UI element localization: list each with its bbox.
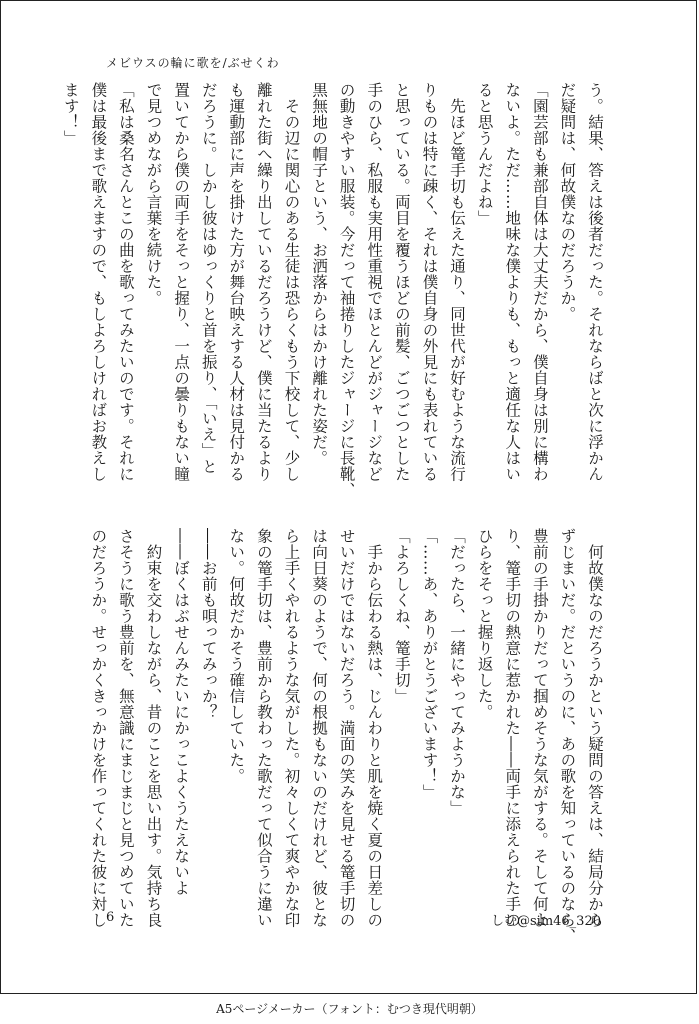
text-line: で見つめながら言葉を続けた。 <box>144 82 163 306</box>
text-line: 僕は最後まで歌えますので、もしよろしければお教えし <box>89 82 108 482</box>
text-line: ――お前も唄ってみっか？ <box>199 528 218 720</box>
text-line: 象の篭手切は、豊前から教わった歌だって似合うに違い <box>254 528 273 928</box>
text-line: だろうに。しかし彼はゆっくりと首を振り、「いえ」と <box>199 82 218 475</box>
text-line: ずじまいだ。だというのに、あの歌を知っているのなら、 <box>558 528 577 944</box>
running-header: メビウスの輪に歌を/ぶせくわ <box>106 56 280 70</box>
text-line: 「よろしくね、篭手切」 <box>392 528 411 704</box>
text-line: りものは特に疎く、それは僕自身の外見にも表れている <box>420 82 439 482</box>
text-line: その辺に関心のある生徒は恐らくもう下校して、少し <box>282 82 301 482</box>
text-line: 離れた街へ繰り出しているだろうけど、僕に当たるより <box>254 82 273 482</box>
text-line: も運動部に声を掛けた方が舞台映えする人材は見付かる <box>227 82 246 482</box>
text-line: せいだけではないだろう。満面の笑みを見せる篭手切の <box>337 528 356 928</box>
text-line: 黒無地の帽子という、お洒落からはかけ離れた姿だ。 <box>310 82 329 466</box>
text-line: ら上手くやれるような気がした。初々しくて爽やかな印 <box>282 528 301 928</box>
text-line: 手のひら、私服も実用性重視でほとんどがジャージなど <box>365 82 384 482</box>
page-number: 6 <box>106 910 115 925</box>
text-line: さそうに歌う豊前を、無意識にまじまじと見つめていた <box>116 528 135 928</box>
text-line: 豊前の手掛かりだって掴めそうな気がする。そして何よ <box>530 528 549 928</box>
text-line: ます！」 <box>61 82 80 146</box>
footer-caption: A5ページメーカー（フォント：むつき現代明朝） <box>216 1002 483 1016</box>
text-line: 置いてから僕の両手をそっと握り、一点の曇りもない瞳 <box>172 82 191 482</box>
text-line: ひらをそっと握り返した。 <box>475 528 494 720</box>
text-line: り、篭手切の熱意に惹かれた――両手に添えられた手の <box>503 528 522 928</box>
text-line: ない。何故だかそう確信していた。 <box>227 528 246 784</box>
text-line: 手から伝わる熱は、じんわりと肌を焼く夏の日差しの <box>365 528 384 928</box>
text-line: のだろうか。せっかくきっかけを作ってくれた彼に対し <box>89 528 108 928</box>
text-line: 「……あ、ありがとうございます！」 <box>420 528 439 800</box>
text-line: だ疑問は、何故僕なのだろうか。 <box>558 82 577 322</box>
text-line: 「私は桑名さんとこの曲を歌ってみたいのです。それに <box>116 82 135 482</box>
text-line: 約束を交わしながら、昔のことを思い出す。気持ち良 <box>144 528 163 928</box>
text-line: 先ほど篭手切も伝えた通り、同世代が好むような流行 <box>448 82 467 482</box>
text-line: と思っている。両目を覆うほどの前髪、ごつごつとした <box>392 82 411 482</box>
author-credit: しむ@sim46_320 <box>490 914 601 929</box>
text-line: う。結果、答えは後者だった。それならばと次に浮かん <box>586 82 604 482</box>
text-block-top <box>61 82 608 498</box>
text-line: 「園芸部も兼部自体は大丈夫だから、僕自身は別に構わ <box>530 82 549 482</box>
text-line: ないよ。ただ……地味な僕よりも、もっと適任な人はい <box>503 82 522 482</box>
text-line: は向日葵のようで、何の根拠もないのだけれど、彼とな <box>310 528 329 928</box>
text-line: 「だったら、一緒にやってみようかな」 <box>448 528 467 816</box>
text-line: ると思うんだよね」 <box>475 82 494 226</box>
text-line: ――ぼくはぶせんみたいにかっこよくうたえないよ <box>172 528 191 896</box>
text-line: の動きやすい服装。今だって袖捲りしたジャージに長靴、 <box>337 82 356 498</box>
text-line: 何故僕なのだろうかという疑問の答えは、結局分から <box>586 528 604 928</box>
